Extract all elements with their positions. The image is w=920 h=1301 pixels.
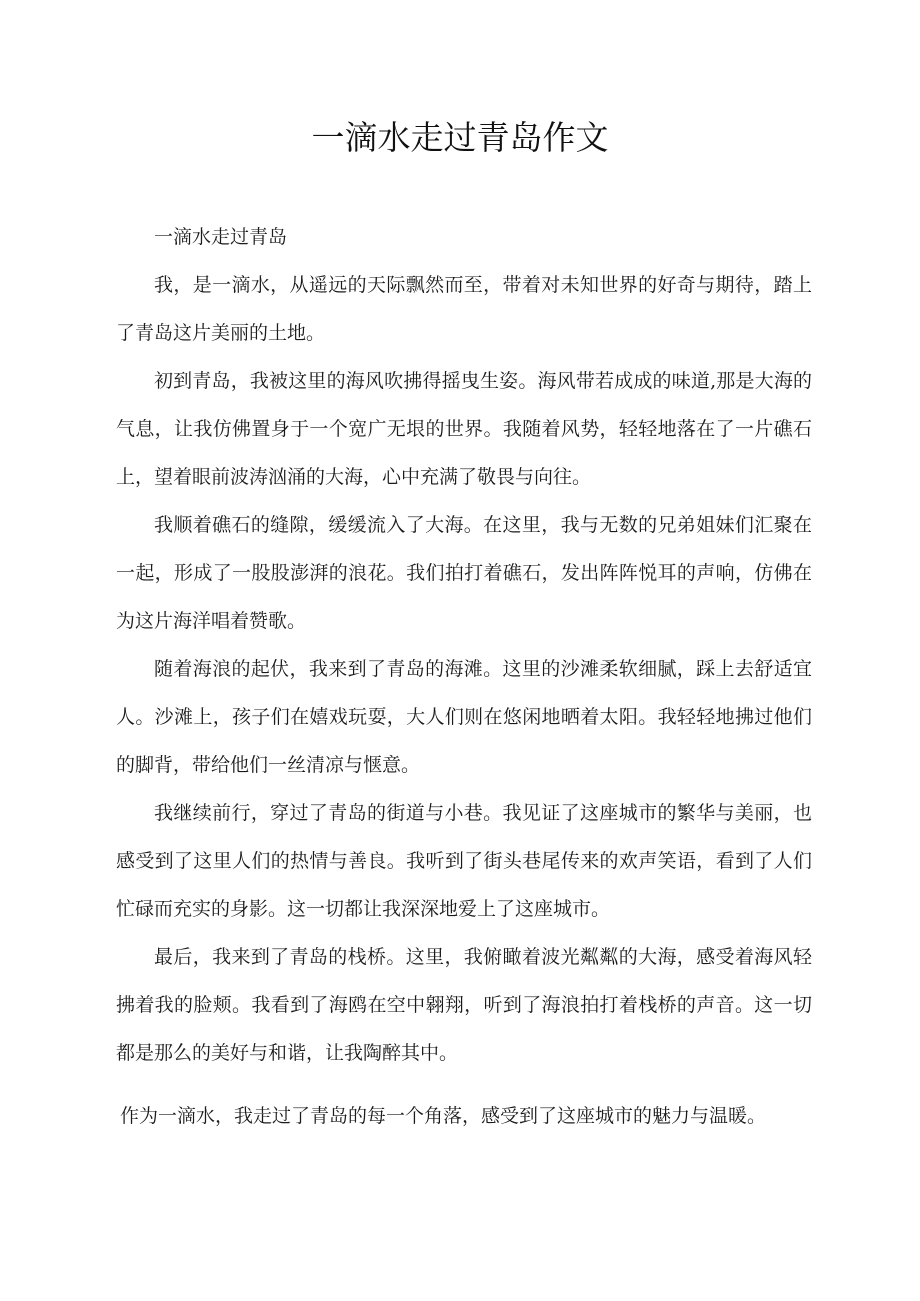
- body-paragraph: 初到青岛，我被这里的海风吹拂得摇曳生姿。海风带若成成的味道,那是大海的气息，让我仿佛置身于一个宽广无垠的世界。我随着风势，轻轻地落在了一片礁石上，望着眼前波涛汹涌的大海，心中充满了敬畏与向往。: [116, 370, 812, 488]
- body-paragraph: 随着海浪的起伏，我来到了青岛的海滩。这里的沙滩柔软细腻，踩上去舒适宜人。沙滩上，孩子们在嬉戏玩耍，大人们则在悠闲地晒着太阳。我轻轻地拂过他们的脚背，带给他们一丝清凉与惬意。: [116, 658, 812, 776]
- document-title: 一滴水走过青岛作文: [311, 118, 609, 157]
- body-paragraph: 我继续前行，穿过了青岛的街道与小巷。我见证了这座城市的繁华与美丽，也感受到了这里人们的热情与善良。我听到了街头巷尾传来的欢声笑语，看到了人们忙碌而充实的身影。这一切都让我深深地爱上了这座城市。: [116, 802, 812, 920]
- body-paragraph: 我顺着礁石的缝隙，缓缓流入了大海。在这里，我与无数的兄弟姐妹们汇聚在一起，形成了一股股澎湃的浪花。我们拍打着礁石，发出阵阵悦耳的声响，仿佛在为这片海洋唱着赞歌。: [116, 514, 812, 632]
- body-paragraph: 我，是一滴水，从遥远的天际飘然而至，带着对未知世界的好奇与期待，踏上了青岛这片美丽的土地。: [116, 274, 812, 344]
- body-paragraph: 最后，我来到了青岛的栈桥。这里，我俯瞰着波光粼粼的大海，感受着海风轻拂着我的脸颊。我看到了海鸥在空中翱翔，听到了海浪拍打着栈桥的声音。这一切都是那么的美好与和谐，让我陶醉其中。: [116, 946, 812, 1064]
- subtitle-paragraph: 一滴水走过青岛: [154, 226, 288, 248]
- document-body: [116, 213, 812, 1077]
- closing-paragraph: 作为一滴水，我走过了青岛的每一个角落，感受到了这座城市的魅力与温暖。: [120, 1105, 767, 1127]
